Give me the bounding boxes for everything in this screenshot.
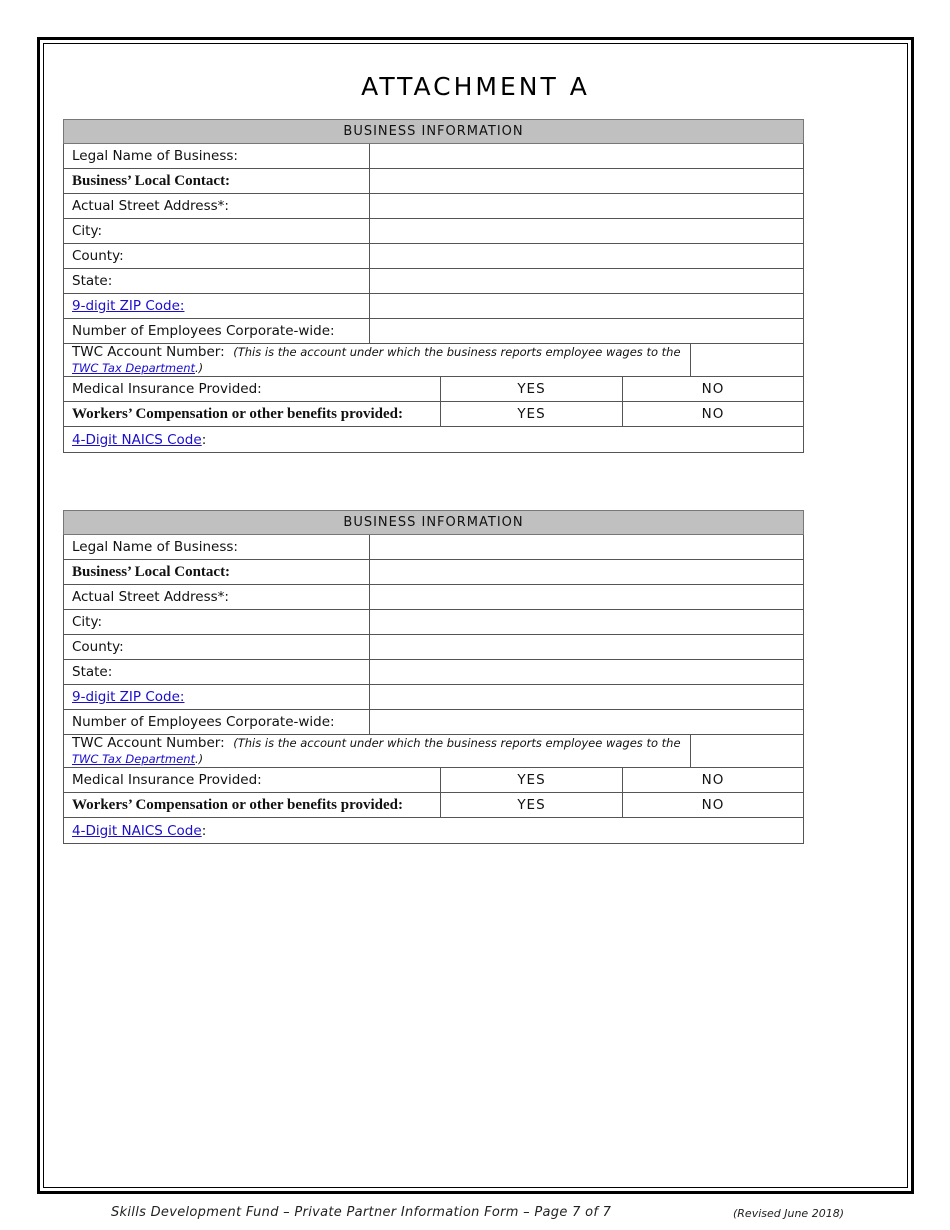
twc-account-field[interactable] xyxy=(691,344,804,377)
local-contact-label: Business’ Local Contact: xyxy=(64,560,370,585)
medical-yes-option[interactable]: YES xyxy=(441,768,623,793)
county-label: County: xyxy=(64,244,370,269)
zip-code-link[interactable]: 9-digit ZIP Code: xyxy=(72,298,185,314)
local-contact-label: Business’ Local Contact: xyxy=(64,169,370,194)
twc-note-end: .) xyxy=(195,752,204,766)
twc-label-text: TWC Account Number: xyxy=(72,344,225,360)
state-label: State: xyxy=(64,660,370,685)
employees-label: Number of Employees Corporate-wide: xyxy=(64,710,370,735)
medical-yes-option[interactable]: YES xyxy=(441,377,623,402)
county-field[interactable] xyxy=(370,244,804,269)
naics-colon: : xyxy=(201,431,207,448)
workers-comp-no-option[interactable]: NO xyxy=(623,402,804,427)
employees-field[interactable] xyxy=(370,710,804,735)
page-title: ATTACHMENT A xyxy=(361,72,590,101)
employees-field[interactable] xyxy=(370,319,804,344)
street-address-label: Actual Street Address*: xyxy=(64,585,370,610)
twc-tax-department-link[interactable]: TWC Tax Department xyxy=(72,752,195,766)
medical-insurance-label: Medical Insurance Provided: xyxy=(64,377,441,402)
workers-comp-label: Workers’ Compensation or other benefits provided: xyxy=(64,793,441,818)
state-label: State: xyxy=(64,269,370,294)
twc-account-label xyxy=(64,735,691,768)
legal-name-field[interactable] xyxy=(370,535,804,560)
twc-label-text: TWC Account Number: xyxy=(72,735,225,751)
business-info-table-1 xyxy=(63,119,804,453)
naics-row[interactable] xyxy=(64,427,804,453)
workers-comp-yes-option[interactable]: YES xyxy=(441,793,623,818)
footer-text: Skills Development Fund – Private Partner Information Form – Page 7 of 7 xyxy=(111,1205,612,1220)
legal-name-field[interactable] xyxy=(370,144,804,169)
naics-code-link[interactable]: 4-Digit NAICS Code xyxy=(72,431,202,448)
city-field[interactable] xyxy=(370,219,804,244)
twc-account-field[interactable] xyxy=(691,735,804,768)
legal-name-label: Legal Name of Business: xyxy=(64,144,370,169)
state-field[interactable] xyxy=(370,269,804,294)
zip-label xyxy=(64,294,370,319)
twc-tax-department-link[interactable]: TWC Tax Department xyxy=(72,361,195,375)
employees-label: Number of Employees Corporate-wide: xyxy=(64,319,370,344)
section-header: BUSINESS INFORMATION xyxy=(64,120,804,144)
workers-comp-no-option[interactable]: NO xyxy=(623,793,804,818)
street-address-field[interactable] xyxy=(370,194,804,219)
naics-code-link[interactable]: 4-Digit NAICS Code xyxy=(72,822,202,839)
zip-field[interactable] xyxy=(370,685,804,710)
local-contact-field[interactable] xyxy=(370,560,804,585)
legal-name-label: Legal Name of Business: xyxy=(64,535,370,560)
twc-note: (This is the account under which the business reports employee wages to the xyxy=(233,345,681,359)
naics-colon: : xyxy=(201,822,207,839)
section-header: BUSINESS INFORMATION xyxy=(64,511,804,535)
business-info-table-2 xyxy=(63,510,804,844)
city-field[interactable] xyxy=(370,610,804,635)
workers-comp-yes-option[interactable]: YES xyxy=(441,402,623,427)
medical-no-option[interactable]: NO xyxy=(623,768,804,793)
footer-revised: (Revised June 2018) xyxy=(733,1207,844,1220)
twc-note: (This is the account under which the business reports employee wages to the xyxy=(233,736,681,750)
twc-account-label xyxy=(64,344,691,377)
twc-note-end: .) xyxy=(195,361,204,375)
county-label: County: xyxy=(64,635,370,660)
local-contact-field[interactable] xyxy=(370,169,804,194)
zip-field[interactable] xyxy=(370,294,804,319)
city-label: City: xyxy=(64,219,370,244)
zip-label xyxy=(64,685,370,710)
medical-insurance-label: Medical Insurance Provided: xyxy=(64,768,441,793)
naics-row[interactable] xyxy=(64,818,804,844)
street-address-label: Actual Street Address*: xyxy=(64,194,370,219)
county-field[interactable] xyxy=(370,635,804,660)
city-label: City: xyxy=(64,610,370,635)
state-field[interactable] xyxy=(370,660,804,685)
zip-code-link[interactable]: 9-digit ZIP Code: xyxy=(72,689,185,705)
street-address-field[interactable] xyxy=(370,585,804,610)
workers-comp-label: Workers’ Compensation or other benefits provided: xyxy=(64,402,441,427)
medical-no-option[interactable]: NO xyxy=(623,377,804,402)
